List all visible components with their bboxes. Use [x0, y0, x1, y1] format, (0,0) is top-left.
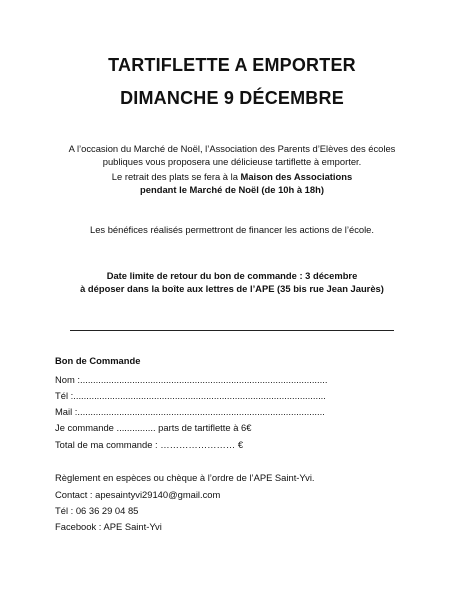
mail-field: Mail :...............................................................................................: [55, 406, 325, 417]
pickup-line-2: pendant le Marché de Noël (de 10h à 18h): [140, 184, 324, 195]
name-field: Nom :...............................................................................................: [55, 374, 328, 385]
pickup-paragraph: [30, 170, 434, 196]
contact-facebook: Facebook : APE Saint-Yvi: [55, 521, 162, 532]
quantity-field: Je commande ............... parts de tartiflette à 6€: [55, 422, 252, 433]
total-field: Total de ma commande : …………………… €: [55, 439, 244, 450]
pickup-line-1: [30, 170, 434, 183]
benefits-text: Les bénéfices réalisés permettront de financer les actions de l’école.: [89, 224, 374, 235]
title-line-2: DIMANCHE 9 DÉCEMBRE: [120, 88, 344, 108]
intro-line-2: publiques vous proposera une délicieuse tartiflette à emporter.: [102, 156, 362, 167]
deadline-line-1: Date limite de retour du bon de commande : 3 décembre: [106, 270, 358, 281]
title-line-1: TARTIFLETTE A EMPORTER: [108, 55, 356, 75]
intro-line-1: A l’occasion du Marché de Noël, l’Association des Parents d’Elèves des écoles: [68, 143, 396, 154]
contact-phone: Tél : 06 36 29 04 85: [55, 505, 139, 516]
deadline-paragraph: [30, 269, 434, 295]
contact-email: Contact : apesaintyvi29140@gmail.com: [55, 489, 221, 500]
section-divider: [70, 330, 394, 331]
phone-field: Tél :.................................................................................................: [55, 390, 326, 401]
pickup-prefix: Le retrait des plats se fera à la: [111, 171, 241, 182]
pickup-location: Maison des Associations: [240, 171, 353, 182]
deadline-line-2: à déposer dans la boîte aux lettres de l’APE (35 bis rue Jean Jaurès): [80, 283, 384, 294]
order-form-heading: Bon de Commande: [55, 355, 141, 366]
payment-info: Règlement en espèces ou chèque à l’ordre de l’APE Saint-Yvi.: [55, 472, 315, 483]
intro-paragraph: [30, 142, 434, 168]
